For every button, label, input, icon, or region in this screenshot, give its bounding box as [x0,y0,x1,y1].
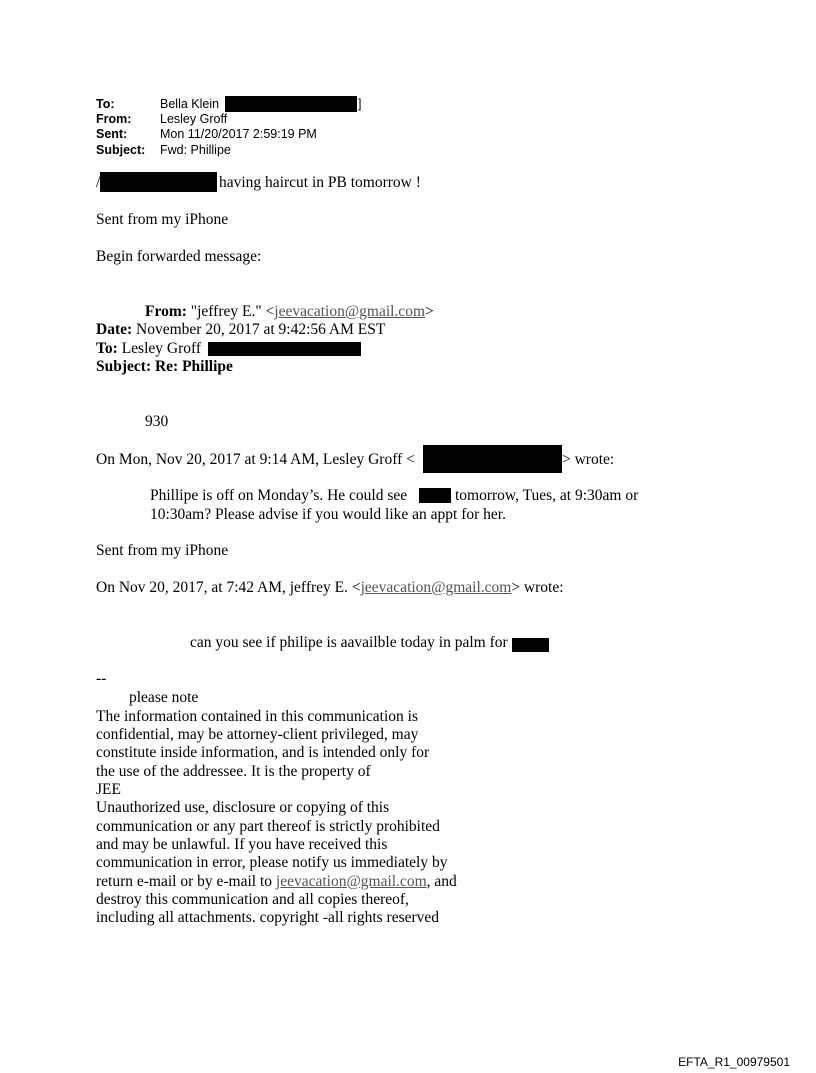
sig-line: communication in error, please notify us immediately by [96,854,448,871]
sig-line: and may be unlawful. If you have received this [96,836,388,853]
sent-from-iphone-2: Sent from my iPhone [96,542,229,559]
sig-line: including all attachments. copyright -all rights reserved [96,909,440,926]
sig-return-line [96,873,457,891]
sent-value: Mon 11/20/2017 2:59:19 PM [160,127,317,141]
document-id: EFTA_R1_00979501 [678,1055,790,1069]
fwd-from-line [145,303,434,321]
fwd-to-label: To: [96,340,118,357]
sig-line: the use of the addressee. It is the property of [96,763,371,780]
from-value: Lesley Groff [160,112,228,126]
sig-return-suffix: , and [426,873,457,890]
redaction-box [419,488,451,503]
fwd-subject-label: Subject: [96,358,152,375]
sig-line: confidential, may be attorney-client privileged, may [96,726,419,743]
sig-line: JEE [96,781,121,798]
fwd-date-label: Date: [96,321,133,338]
fwd-from-name: "jeffrey E." < [190,303,275,320]
sig-line: communication or any part thereof is strictly prohibited [96,818,440,835]
fwd-subject-value: Re: Phillipe [154,358,233,375]
redaction-box [423,445,562,473]
sig-line: constitute inside information, and is intended only for [96,744,430,761]
fwd-to-value: Lesley Groff [121,340,202,357]
sig-email-link[interactable]: jeevacation@gmail.com [275,873,427,890]
redaction-box [512,638,549,652]
fwd-subject-line [96,358,233,376]
on-nov-email-link[interactable]: jeevacation@gmail.com [360,579,512,596]
can-you-line: can you see if philipe is aavailble today in palm for [190,634,508,651]
phillipe-line2: 10:30am? Please advise if you would like an appt for her. [150,506,506,523]
on-nov-suffix: > wrote: [511,579,564,596]
to-label: To: [96,97,115,111]
sig-line: The information contained in this communication is [96,708,418,725]
sig-dashes: -- [96,670,107,687]
to-value: Bella Klein [160,97,220,111]
redaction-box [208,342,361,356]
fwd-date-value: November 20, 2017 at 9:42:56 AM EST [136,321,386,338]
on-nov-line [96,579,564,597]
fwd-from-label: From: [145,303,187,320]
to-suffix: ] [358,97,362,111]
reply-930: 930 [145,413,169,430]
redaction-box [225,96,357,112]
sent-from-iphone: Sent from my iPhone [96,211,229,228]
sig-line: destroy this communication and all copies thereof, [96,891,409,908]
redaction-box [100,172,217,192]
phillipe-line1b: tomorrow, Tues, at 9:30am or [455,487,639,504]
sig-return-prefix: return e-mail or by e-mail to [96,873,276,890]
line1-lead: / [96,174,101,191]
sent-label: Sent: [96,127,128,141]
fwd-from-close: > [425,303,434,320]
sig-please-note: please note [129,689,199,706]
subject-value: Fwd: Phillipe [160,143,231,157]
fwd-date-line [96,321,385,339]
sig-line: Unauthorized use, disclosure or copying of this [96,799,390,816]
subject-label: Subject: [96,143,146,157]
wrote-1: > wrote: [562,451,615,468]
on-mon-line: On Mon, Nov 20, 2017 at 9:14 AM, Lesley Groff < [96,451,415,468]
line1-text: having haircut in PB tomorrow ! [219,174,421,191]
fwd-to-line [96,340,201,358]
fwd-from-email-link[interactable]: jeevacation@gmail.com [274,303,425,320]
begin-forwarded: Begin forwarded message: [96,248,262,265]
from-label: From: [96,112,132,126]
on-nov-prefix: On Nov 20, 2017, at 7:42 AM, jeffrey E. < [96,579,361,596]
phillipe-line1a: Phillipe is off on Monday’s. He could see [150,487,408,504]
